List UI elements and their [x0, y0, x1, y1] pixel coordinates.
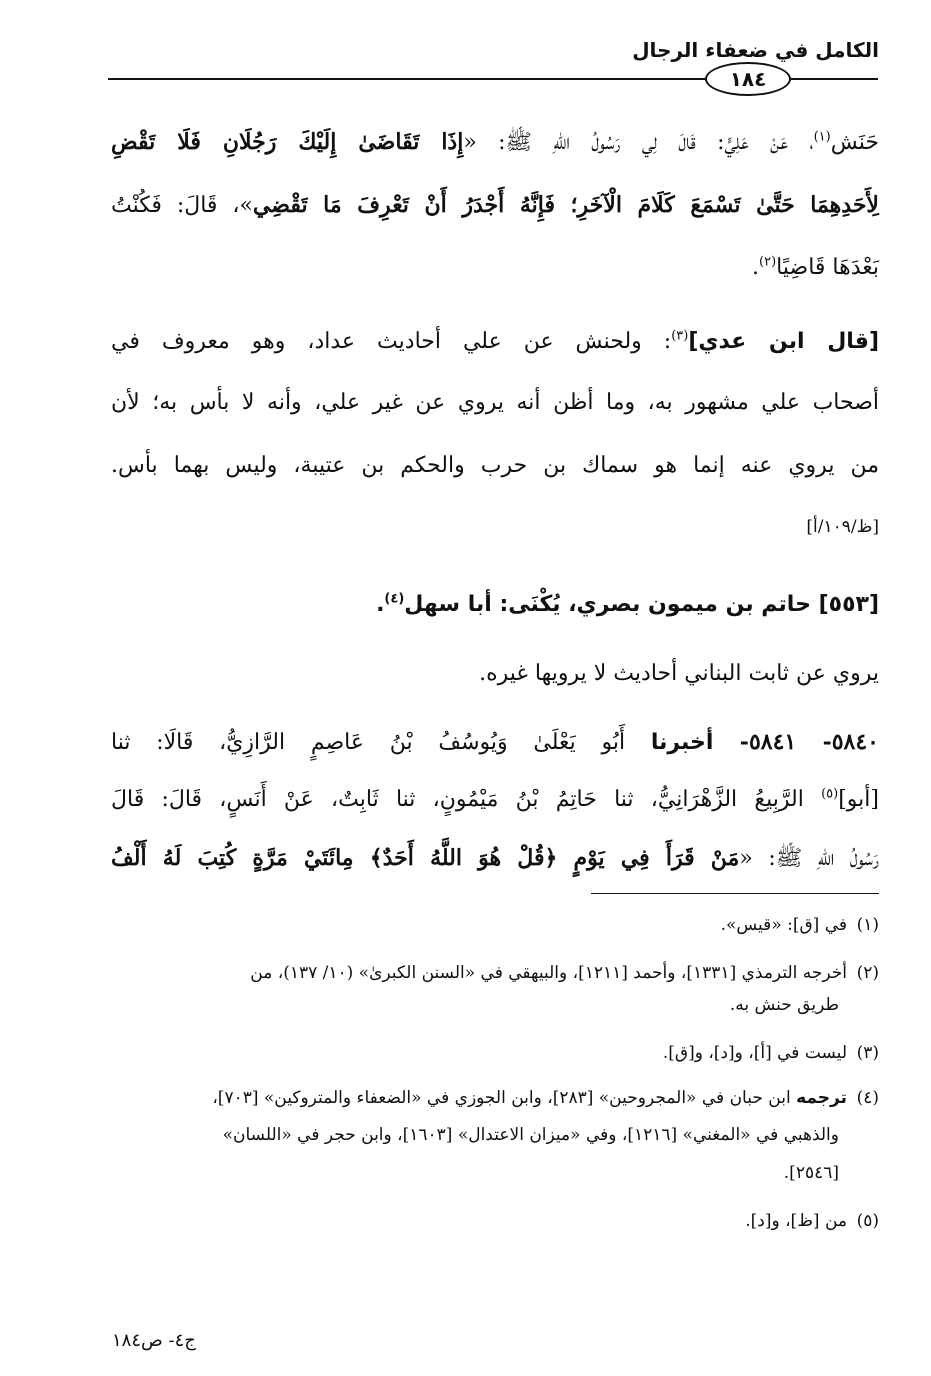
volume-page-footer: ج٤- ص١٨٤ [112, 1330, 196, 1351]
hadith-text: مَنْ قَرَأَ فِي يَوْمٍ ﴿قُلْ هُوَ اللَّهُ أَحَدٌ﴾ مِائَتَيْ مَرَّةٍ كُتِبَ لَهُ أَلْفُ [111, 845, 740, 871]
text-line [111, 722, 879, 763]
footnote-text: ليست في [أ]، و[د]، و[ق]. [662, 1043, 847, 1063]
footnote-number: (٢) [856, 963, 879, 983]
footnote-number: (١) [856, 915, 879, 935]
text-line: من يروي عنه إنما هو سماك بن حرب والحكم بن عتيبة، وليس بهما بأس. [111, 453, 879, 478]
text-run: . [752, 255, 760, 280]
manuscript-reference: [ظ/١٠٩/أ] [806, 517, 879, 537]
entry-heading [376, 592, 879, 617]
footnote-number: (٤) [856, 1088, 879, 1108]
text-run: »، قَالَ: فَكُنْتُ [111, 193, 253, 218]
text-line: أصحاب علي مشهور به، وما أظن أنه يروي عن غير علي، وأنه لا بأس به؛ لأن [111, 390, 879, 415]
text-line [111, 838, 879, 879]
entry-heading-text: [٥٥٣] حاتم بن ميمون بصري، يُكْنَى: أبا سهل [404, 592, 879, 617]
footnote-term: ترجمه [796, 1088, 847, 1108]
text-run: رَسُولُ اللهِ ﷺ: « [739, 846, 879, 871]
footnote-marker: (١) [813, 129, 831, 145]
hadith-text: لِأَحَدِهِمَا حَتَّىٰ تَسْمَعَ كَلَامَ الْآخَرِ؛ فَإِنَّهُ أَجْدَرُ أَنْ تَعْرِفَ مَا تَقْضِي [252, 192, 879, 218]
text-run: أَبُو يَعْلَىٰ وَيُوسُفُ بْنُ عَاصِمٍ الرَّازِيُّ، قَالَا: ثنا [111, 730, 651, 755]
footnote-rule [591, 893, 879, 894]
footnote-3 [111, 1038, 879, 1068]
page-number-badge [705, 62, 791, 96]
text-run: ، عَنْ عَلِيٍّ: قَالَ لِي رَسُولُ اللهِ ﷺ: « [463, 130, 814, 155]
page-number: ١٨٤ [729, 67, 767, 91]
footnote-number: (٥) [856, 1211, 879, 1231]
text-line [111, 185, 879, 226]
footnote-1 [111, 910, 879, 940]
footnote-text: من [ظ]، و[د]. [745, 1211, 847, 1231]
text-line [111, 122, 879, 163]
text-run: بَعْدَهَا قَاضِيًا [776, 255, 879, 280]
hadith-number: ٥٨٤٠- ٥٨٤١- [713, 729, 879, 755]
text-run: . [376, 592, 385, 617]
text-line [111, 322, 879, 362]
footnote-2 [111, 958, 879, 988]
footnote-marker: (٣) [671, 328, 689, 344]
footnote-4 [111, 1083, 879, 1113]
footnote-text: ابن حبان في «المجروحين» [٢٨٣]، وابن الجوزي في «الضعفاء والمتروكين» [٧٠٣]، [212, 1088, 797, 1108]
footnote-4-continuation: [٢٥٤٦]. [783, 1163, 839, 1183]
footnote-text: أخرجه الترمذي [١٣٣١]، وأحمد [١٢١١]، والبيهقي في «السنن الكبرىٰ» (١٠/ ١٣٧)، من [250, 963, 847, 983]
hadith-text: إِذَا تَقَاضَىٰ إِلَيْكَ رَجُلَانِ فَلَا تَقْضِ [111, 129, 464, 155]
footnote-2-continuation: طريق حنش به. [729, 995, 839, 1015]
entry-description: يروي عن ثابت البناني أحاديث لا يرويها غيره. [479, 661, 879, 686]
text-run: حَنَش [830, 130, 879, 155]
footnote-marker: (٥) [821, 786, 839, 802]
text-run: [أبو] [838, 787, 879, 812]
footnote-marker: (٤) [384, 591, 405, 607]
speaker-label: [قال ابن عدي] [688, 329, 879, 354]
footnote-number: (٣) [856, 1043, 879, 1063]
footnote-marker: (٢) [759, 254, 777, 270]
footnote-text: في [ق]: «قيس». [720, 915, 847, 935]
text-run: : ولحنش عن علي أحاديث عداد، وهو معروف في [111, 329, 672, 354]
transmission-term: أخبرنا [650, 730, 714, 755]
text-line [111, 780, 879, 820]
running-header-title: الكامل في ضعفاء الرجال [632, 38, 879, 62]
footnote-5 [111, 1206, 879, 1236]
text-line [111, 248, 879, 288]
text-run: الرَّبِيعُ الزَّهْرَانِيُّ، ثنا حَاتِمُ بْنُ مَيْمُونٍ، ثنا ثَابِتٌ، عَنْ أَنَسٍ، قَالَ: قَالَ [111, 787, 822, 812]
footnote-4-continuation: والذهبي في «المغني» [١٢١٦]، وفي «ميزان الاعتدال» [١٦٠٣]، وابن حجر في «اللسان» [222, 1125, 839, 1145]
